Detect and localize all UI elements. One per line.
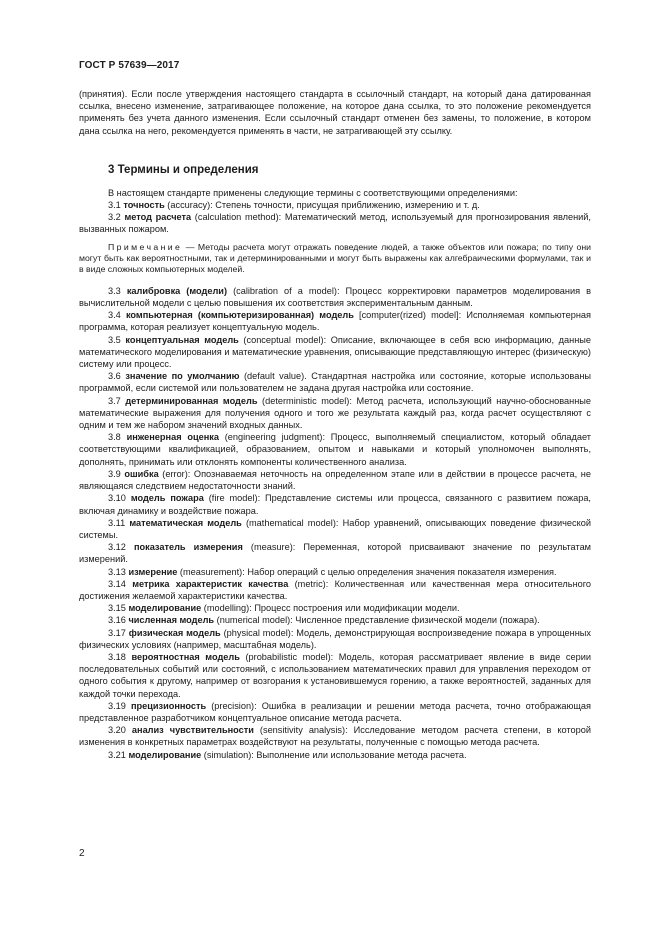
term-name: анализ чувствительности — [131, 725, 254, 736]
term-name: компьютерная (компьютеризированная) модель — [125, 310, 354, 321]
term-name: математическая модель — [129, 517, 242, 528]
term-name: метод расчета — [124, 212, 192, 223]
term-name: концептуальная модель — [125, 334, 239, 345]
term-name: моделирование — [128, 749, 202, 760]
term-name: физическая модель — [128, 627, 221, 638]
note-paragraph — [79, 242, 591, 276]
term-name: метрика характеристик качества — [132, 578, 289, 589]
term-entry: 3.9 ошибка (error): Опознаваемая неточность на определенном этапе или в действии в процессе расчета, не являющаяся следствием недостаточности знаний. — [79, 468, 591, 492]
term-entry: 3.14 метрика характеристик качества (metric): Количественная или качественная мера относительного достижения желаемой характеристики качества. — [79, 578, 592, 601]
term-name: численная модель — [128, 615, 215, 626]
document-code: ГОСТ Р 57639—2017 — [79, 60, 180, 71]
terms-list — [79, 187, 591, 761]
note-text: — Методы расчета могут отражать поведение людей, а также объектов или пожара; по типу они могут быть как вероятностными, так и детерминированными и могут быть выражены как алгебраическими формулами, так и в виде сложных компьютерных моделей. — [79, 241, 591, 275]
term-name: ошибка — [124, 468, 159, 479]
term-name: калибровка (модели) — [126, 285, 228, 296]
term-entry: 3.13 измерение (measurement): Набор операций с целью определения значения показателя измерения. — [108, 566, 557, 577]
term-entry: 3.7 детерминированная модель (deterministic model): Метод расчета, использующий научно-обоснованные математические выражения для получения одного и того же результата каждый раз, когда расчет осуществляют с одним и тем же набором значений входных данных. — [79, 395, 591, 431]
term-entry: 3.20 анализ чувствительности (sensitivity analysis): Исследование методом расчета степени, в которой изменения в конкретных параметрах воздействуют на результаты, полученные с помощью метода расчета. — [79, 725, 591, 748]
section-intro: В настоящем стандарте применены следующие термины с соответствующими определениями: — [108, 187, 518, 198]
term-entry: 3.8 инженерная оценка (engineering judgment): Процесс, выполняемый специалистом, который обладает соответствующими квалификацией, образованием, опытом и навыками и который уполномочен выполнять, дополнять, принимать или отклонять компоненты количественного анализа. — [79, 432, 592, 467]
term-entry: 3.19 прецизионность (precision): Ошибка в реализации и решении метода расчета, точно отображающая представленное разработчиком концептуальное описание метода расчета. — [79, 700, 591, 723]
term-name: модель пожара — [130, 493, 204, 504]
term-entry: 3.1 точность (accuracy): Степень точности, присущая приближению, измерению и т. д. — [108, 200, 480, 211]
term-name: измерение — [128, 566, 178, 577]
term-entry: 3.21 моделирование (simulation): Выполнение или использование метода расчета. — [108, 749, 467, 760]
term-name: точность — [123, 200, 165, 211]
term-entry: 3.18 вероятностная модель (probabilistic model): Модель, которая рассматривает явление в виде серии последовательных событий или состояний, с использованием математических правил для управления переходом от одного события к другому, например от возгорания к установившемуся горению, а также вероятностей, заданных для каждой точки перехода. — [79, 651, 591, 699]
term-name: инженерная оценка — [126, 432, 219, 443]
term-entry: 3.17 физическая модель (physical model): Модель, демонстрирующая воспроизведение пожара в упрощенных физических условиях (например, масштабная модель). — [79, 627, 591, 650]
term-entry: 3.4 компьютерная (компьютеризированная) модель [computer(rized) model]: Исполняемая компьютерная программа, которая реализует концептуальную модель. — [79, 310, 591, 333]
term-entry: 3.12 показатель измерения (measure): Переменная, которой присваивают значение по результатам измерений. — [79, 542, 591, 565]
term-entry: 3.11 математическая модель (mathematical model): Набор уравнений, описывающих поведение физической системы. — [79, 517, 591, 540]
note-label: Примечание — [108, 241, 183, 252]
term-entry: 3.6 значение по умолчанию (default value). Стандартная настройка или состояние, которые использованы программой, если системой или пользователем не задана другая настройка или состояние. — [79, 371, 591, 394]
term-entry: 3.3 калибровка (модели) (calibration of a model): Процесс корректировки параметров моделирования в вычислительной модели с целью повышения их соответствия экспериментальным данным. — [79, 285, 592, 309]
term-entry: 3.2 метод расчета (calculation method): Математический метод, используемый для прогнозирования явлений, вызванных пожаром. — [79, 212, 591, 235]
term-name: показатель измерения — [133, 542, 243, 553]
term-entry: 3.16 численная модель (numerical model): Численное представление физической модели (пожара). — [108, 615, 540, 626]
term-entry: 3.5 концептуальная модель (conceptual model): Описание, включающее в себя всю информацию, данные математического моделирования и математические уравнения, описывающие представляющую интерес (физическую) систему или процесс. — [79, 334, 591, 370]
term-entry: 3.15 моделирование (modelling): Процесс построения или модификации модели. — [108, 603, 460, 614]
term-name: вероятностная модель — [131, 651, 240, 662]
term-name: моделирование — [128, 603, 202, 614]
continuation-paragraph: (принятия). Если после утверждения настоящего стандарта в ссылочный стандарт, на который дана датированная ссылка, внесено изменение, затрагивающее положение, на которое дана ссылка, то это положение рекомендуется применять без учета данного изменения. Если ссылочный стандарт отменен без замены, то положение, в котором дана ссылка на него, рекомендуется применять в части, не затрагивающей эту ссылку. — [79, 89, 591, 136]
page-number: 2 — [79, 848, 85, 859]
section-title: 3 Термины и определения — [108, 163, 259, 176]
term-name: прецизионность — [130, 700, 207, 711]
term-name: значение по умолчанию — [125, 371, 240, 382]
page-content — [79, 88, 591, 761]
term-entry: 3.10 модель пожара (fire model): Представление системы или процесса, связанного с развитием пожара, включая динамику и воздействие пожара. — [79, 493, 591, 516]
term-name: детерминированная модель — [125, 395, 258, 406]
